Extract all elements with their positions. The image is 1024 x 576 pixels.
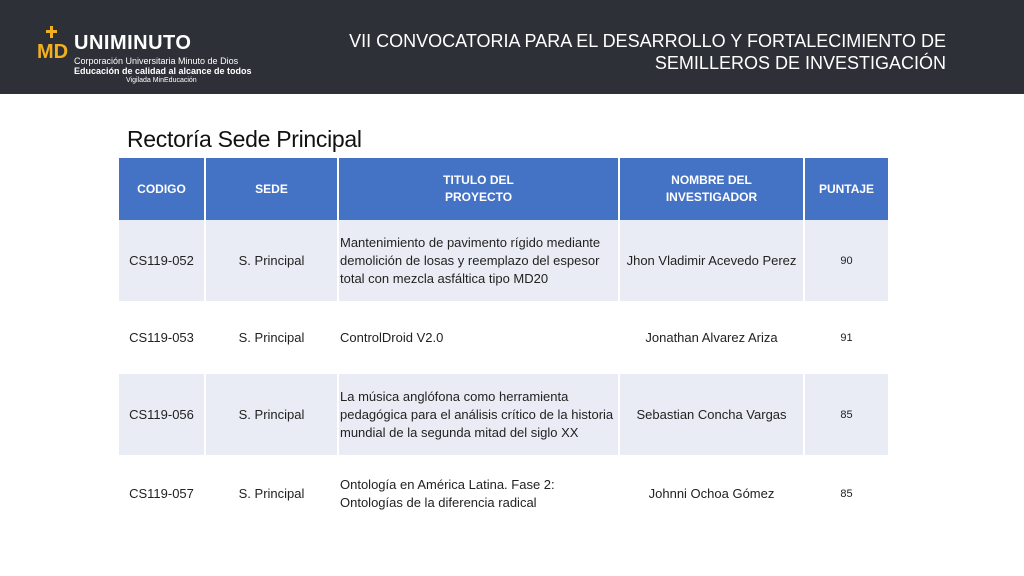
table-row [119, 220, 888, 301]
header-title-line-1: VII CONVOCATORIA PARA EL DESARROLLO Y FORTALECIMIENTO DE [349, 31, 946, 51]
cell-sede: S. Principal [205, 374, 338, 455]
cell-codigo: CS119-052 [119, 220, 205, 301]
cell-titulo: Mantenimiento de pavimento rígido mediante demolición de losas y reemplazo del espesor total con mezcla asfáltica tipo MD20 [338, 220, 619, 301]
cell-codigo: CS119-053 [119, 301, 205, 374]
cell-codigo: CS119-057 [119, 455, 205, 533]
header-bar [0, 0, 1024, 94]
cell-codigo: CS119-056 [119, 374, 205, 455]
header-titulo [338, 158, 619, 220]
logo-subtitle-3: Vigilada MinEducación [126, 77, 197, 84]
cell-titulo: La música anglófona como herramienta pedagógica para el análisis crítico de la historia mundial de la segunda mitad del siglo XX [338, 374, 619, 455]
cell-investigador: Sebastian Concha Vargas [619, 374, 804, 455]
cell-titulo: Ontología en América Latina. Fase 2: Ontologías de la diferencia radical [338, 455, 619, 533]
header-nombre-line-1: NOMBRE DEL [671, 173, 752, 187]
cell-puntaje: 85 [804, 455, 888, 533]
section-title: Rectoría Sede Principal [127, 126, 362, 152]
table-row [119, 301, 888, 374]
page-header-title [306, 30, 946, 74]
table-row [119, 455, 888, 533]
header-title-line-2: SEMILLEROS DE INVESTIGACIÓN [654, 53, 946, 73]
header-puntaje: PUNTAJE [804, 158, 888, 220]
header-nombre [619, 158, 804, 220]
cell-titulo: ControlDroid V2.0 [338, 301, 619, 374]
cell-investigador: Jhon Vladimir Acevedo Perez [619, 220, 804, 301]
header-nombre-line-2: INVESTIGADOR [665, 190, 758, 204]
logo-subtitle-2: Educación de calidad al alcance de todos [74, 66, 252, 76]
header-codigo: CODIGO [119, 158, 205, 220]
logo-subtitle-1: Corporación Universitaria Minuto de Dios [74, 56, 239, 66]
cell-investigador: Jonathan Alvarez Ariza [619, 301, 804, 374]
table-row [119, 374, 888, 455]
cell-puntaje: 85 [804, 374, 888, 455]
cell-sede: S. Principal [205, 301, 338, 374]
projects-table [119, 158, 888, 533]
table-header-row [119, 158, 888, 220]
cell-investigador: Johnni Ochoa Gómez [619, 455, 804, 533]
header-sede: SEDE [205, 158, 338, 220]
cell-puntaje: 90 [804, 220, 888, 301]
header-titulo-line-2: PROYECTO [444, 190, 513, 204]
cell-puntaje: 91 [804, 301, 888, 374]
cell-sede: S. Principal [205, 220, 338, 301]
cell-sede: S. Principal [205, 455, 338, 533]
md-logo-icon [36, 26, 72, 76]
uniminuto-logo [36, 26, 252, 88]
logo-brand: UNIMINUTO [74, 32, 192, 54]
logo-mark: MD [37, 41, 69, 63]
header-titulo-line-1: TITULO DEL [443, 173, 514, 187]
